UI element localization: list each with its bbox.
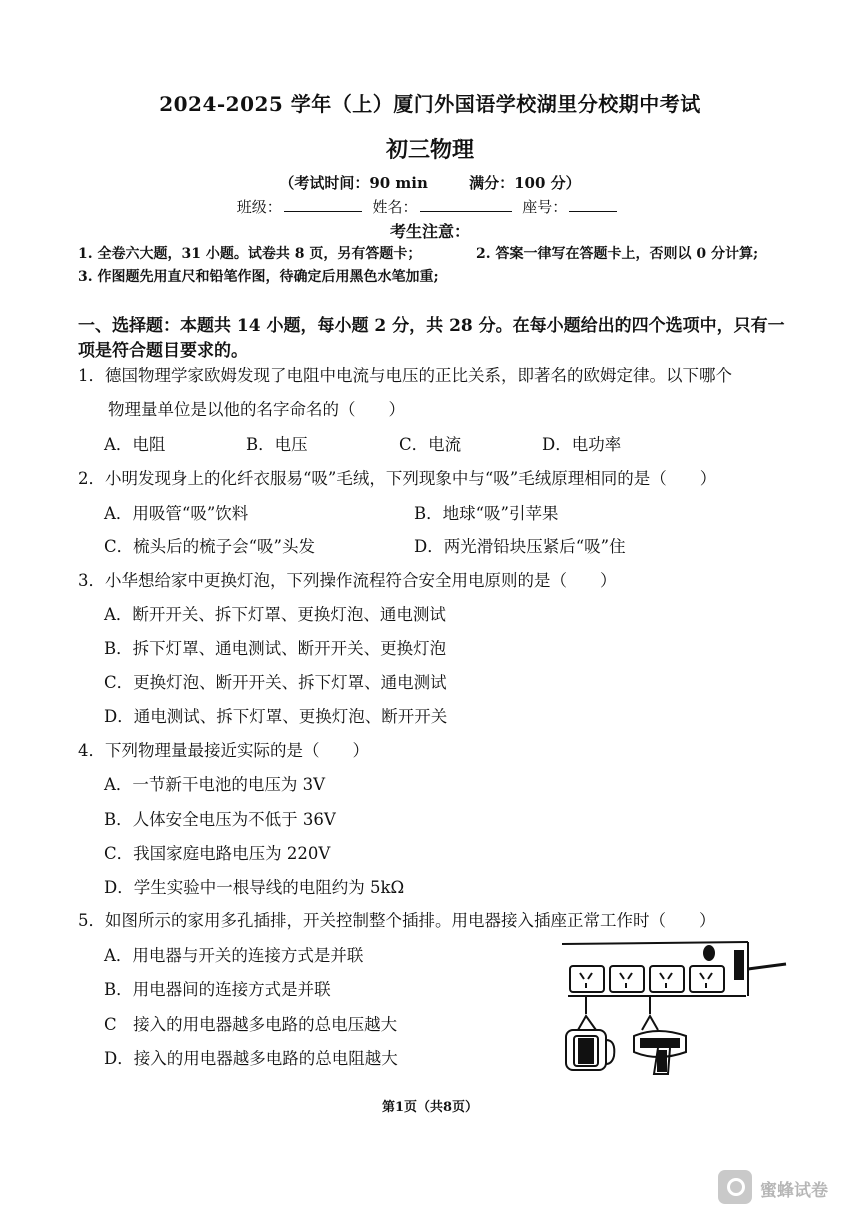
question-4-option-d: D．学生实验中一根导线的电阻约为 5kΩ [104, 878, 405, 897]
class-blank [284, 197, 362, 212]
question-4-option-c: C．我国家庭电路电压为 220V [104, 844, 331, 863]
socket-3 [650, 966, 684, 992]
name-blank [420, 197, 512, 212]
seat-label: 座号： [522, 198, 568, 216]
exam-subject: 初三物理 [385, 137, 474, 163]
question-1-option-a: A．电阻 [104, 435, 166, 454]
question-5-option-c: C 接入的用电器越多电路的总电压越大 [104, 1015, 398, 1034]
strip-indicator [703, 945, 715, 961]
question-3-stem: 3．小华想给家中更换灯泡，下列操作流程符合安全用电原则的是（ ） [78, 571, 617, 590]
question-1-option-c: C．电流 [399, 435, 462, 454]
question-2-option-a: A．用吸管“吸”饮料 [104, 504, 249, 523]
strip-switch [734, 950, 744, 980]
power-cord [748, 964, 786, 969]
exam-time: （考试时间：90 min [279, 174, 428, 192]
name-label: 姓名： [372, 198, 418, 216]
question-2-option-d: D．两光滑铅块压紧后“吸”住 [414, 537, 626, 556]
question-2-option-c: C．梳头后的梳子会“吸”头发 [104, 537, 315, 556]
page-footer: 第1页（共8页） [381, 1100, 479, 1115]
student-info-row [0, 196, 860, 217]
power-strip-figure [558, 936, 790, 1076]
question-3-option-a: A．断开开关、拆下灯罩、更换灯泡、通电测试 [104, 605, 446, 624]
section-heading-line1: 一、选择题：本题共 14 小题，每小题 2 分，共 28 分。在每小题给出的四个选项中，只有一 [78, 316, 785, 336]
notice-item-1: 1. 全卷六大题，31 小题。试卷共 8 页，另有答题卡； [78, 246, 422, 262]
question-5-option-a: A．用电器与开关的连接方式是并联 [104, 946, 364, 965]
question-4-option-b: B．人体安全电压为不低于 36V [104, 810, 336, 829]
question-1-stem: 1．德国物理学家欧姆发现了电阻中电流与电压的正比关系，即著名的欧姆定律。以下哪个 [78, 366, 732, 385]
question-3-option-b: B．拆下灯罩、通电测试、断开开关、更换灯泡 [104, 639, 447, 658]
notice-heading: 考生注意： [389, 222, 470, 241]
socket-1 [570, 966, 604, 992]
question-1-stem-cont: 物理量单位是以他的名字命名的（ ） [108, 400, 405, 419]
socket-4 [690, 966, 724, 992]
question-2-stem: 2．小明发现身上的化纤衣服易“吸”毛绒，下列现象中与“吸”毛绒原理相同的是（ ） [78, 469, 717, 488]
class-label: 班级： [236, 198, 282, 216]
kettle-plug [578, 1016, 596, 1030]
question-5-option-b: B．用电器间的连接方式是并联 [104, 980, 331, 999]
exam-title: 2024-2025 学年（上）厦门外国语学校湖里分校期中考试 [159, 92, 701, 116]
notice-item-3: 3. 作图题先用直尺和铅笔作图，待确定后用黑色水笔加重; [78, 269, 439, 285]
socket-2 [610, 966, 644, 992]
question-2-option-b: B．地球“吸”引苹果 [414, 504, 559, 523]
exam-meta [0, 172, 860, 193]
exam-score: 满分：100 分） [469, 174, 581, 192]
question-3-option-c: C．更换灯泡、断开开关、拆下灯罩、通电测试 [104, 673, 447, 692]
question-1-option-b: B．电压 [246, 435, 308, 454]
watermark-logo-icon [718, 1170, 752, 1204]
strip-top-edge [562, 942, 748, 944]
dryer-plug [642, 1016, 658, 1030]
question-5-stem: 5．如图所示的家用多孔插排，开关控制整个插排。用电器接入插座正常工作时（ ） [78, 911, 716, 930]
section-heading-line2: 项是符合题目要求的。 [78, 341, 248, 361]
seat-blank [569, 197, 617, 212]
question-4-stem: 4．下列物理量最接近实际的是（ ） [78, 741, 369, 760]
question-4-option-a: A．一节新干电池的电压为 3V [104, 775, 326, 794]
watermark [718, 1170, 846, 1204]
question-3-option-d: D．通电测试、拆下灯罩、更换灯泡、断开开关 [104, 707, 448, 726]
question-5-option-d: D．接入的用电器越多电路的总电阻越大 [104, 1049, 398, 1068]
question-1-option-d: D．电功率 [542, 435, 622, 454]
notice-item-2: 2. 答案一律写在答题卡上，否则以 0 分计算; [476, 246, 759, 262]
watermark-text: 蜜蜂试卷 [760, 1181, 828, 1201]
